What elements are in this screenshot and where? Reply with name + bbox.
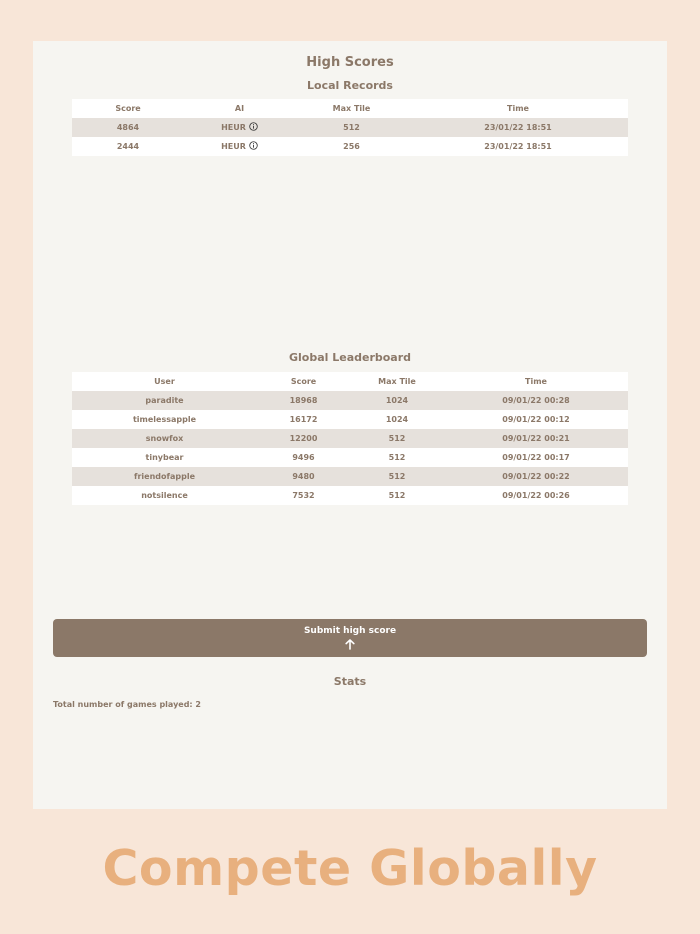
stats-title: Stats	[333, 675, 367, 688]
column-header-user: User	[72, 372, 257, 391]
submit-button-label: Submit high score	[303, 626, 397, 636]
score-cell: 16172	[257, 410, 350, 429]
table-row	[72, 118, 628, 137]
user-cell: snowfox	[72, 429, 257, 448]
max-tile-cell: 512	[350, 467, 444, 486]
global-leaderboard-title: Global Leaderboard	[288, 351, 412, 364]
max-tile-cell: 1024	[350, 391, 444, 410]
local-records-table	[72, 99, 628, 156]
submit-high-score-button[interactable]	[53, 619, 647, 657]
score-cell: 12200	[257, 429, 350, 448]
table-row	[72, 467, 628, 486]
page-title: High Scores	[306, 55, 394, 70]
user-cell: friendofapple	[72, 467, 257, 486]
column-header-time: Time	[408, 99, 628, 118]
table-header-row	[72, 99, 628, 118]
max-tile-cell: 1024	[350, 410, 444, 429]
games-played-text: Total number of games played: 2	[53, 700, 201, 709]
table-row	[72, 391, 628, 410]
time-cell: 09/01/22 00:28	[444, 391, 628, 410]
ai-cell	[184, 118, 295, 137]
table-header-row	[72, 372, 628, 391]
score-cell: 4864	[72, 118, 184, 137]
column-header-time: Time	[444, 372, 628, 391]
column-header-max-tile: Max Tile	[295, 99, 408, 118]
time-cell: 09/01/22 00:21	[444, 429, 628, 448]
table-row	[72, 448, 628, 467]
max-tile-cell: 512	[350, 486, 444, 505]
column-header-score: Score	[72, 99, 184, 118]
table-row	[72, 410, 628, 429]
info-icon[interactable]	[249, 141, 258, 152]
user-cell: tinybear	[72, 448, 257, 467]
time-cell: 09/01/22 00:12	[444, 410, 628, 429]
column-header-max-tile: Max Tile	[350, 372, 444, 391]
column-header-ai: AI	[184, 99, 295, 118]
user-cell: notsilence	[72, 486, 257, 505]
time-cell: 23/01/22 18:51	[408, 118, 628, 137]
time-cell: 23/01/22 18:51	[408, 137, 628, 156]
max-tile-cell: 256	[295, 137, 408, 156]
time-cell: 09/01/22 00:26	[444, 486, 628, 505]
score-cell: 18968	[257, 391, 350, 410]
global-leaderboard-table	[72, 372, 628, 505]
time-cell: 09/01/22 00:22	[444, 467, 628, 486]
local-records-title: Local Records	[307, 79, 393, 92]
score-cell: 9496	[257, 448, 350, 467]
ai-label: HEUR	[221, 123, 246, 132]
table-row	[72, 429, 628, 448]
promo-tagline: Compete Globally	[102, 840, 598, 897]
score-cell: 7532	[257, 486, 350, 505]
time-cell: 09/01/22 00:17	[444, 448, 628, 467]
ai-cell	[184, 137, 295, 156]
score-cell: 2444	[72, 137, 184, 156]
max-tile-cell: 512	[350, 448, 444, 467]
arrow-up-icon	[345, 639, 355, 650]
ai-label: HEUR	[221, 142, 246, 151]
column-header-score: Score	[257, 372, 350, 391]
max-tile-cell: 512	[295, 118, 408, 137]
high-scores-panel	[33, 41, 667, 809]
user-cell: paradite	[72, 391, 257, 410]
info-icon[interactable]	[249, 122, 258, 133]
table-row	[72, 137, 628, 156]
max-tile-cell: 512	[350, 429, 444, 448]
score-cell: 9480	[257, 467, 350, 486]
table-row	[72, 486, 628, 505]
user-cell: timelessapple	[72, 410, 257, 429]
